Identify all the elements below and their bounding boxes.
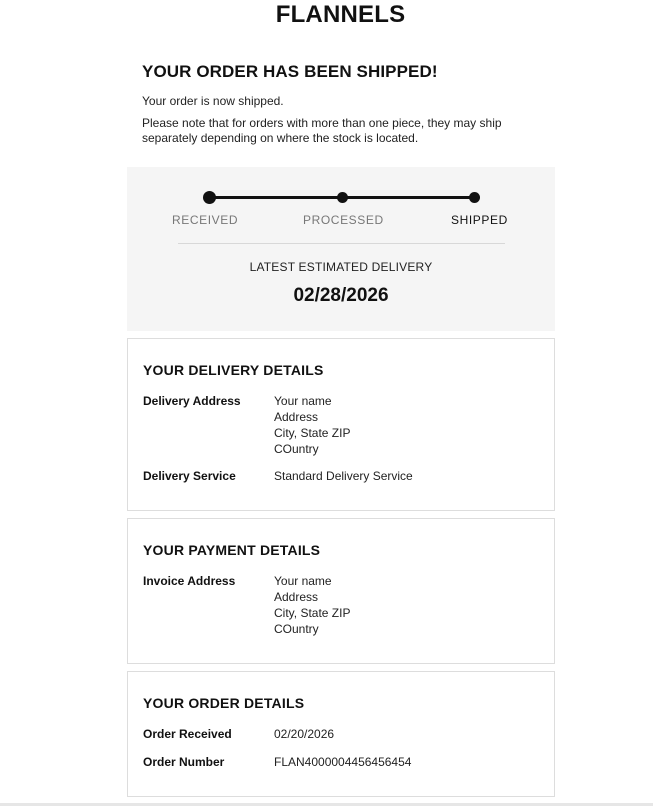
delivery-address-label: Delivery Address bbox=[143, 394, 241, 408]
delivery-address-value bbox=[274, 393, 350, 457]
intro-section bbox=[142, 62, 522, 146]
invoice-address-line: COuntry bbox=[274, 622, 319, 636]
delivery-address-line: City, State ZIP bbox=[274, 426, 351, 440]
estimated-delivery-label: LATEST ESTIMATED DELIVERY bbox=[249, 260, 433, 274]
step-shipped-dot bbox=[469, 192, 480, 203]
delivery-service-value: Standard Delivery Service bbox=[274, 469, 413, 483]
payment-details-title: YOUR PAYMENT DETAILS bbox=[143, 542, 321, 558]
invoice-address-line: Your name bbox=[274, 574, 332, 588]
delivery-details-title: YOUR DELIVERY DETAILS bbox=[143, 362, 324, 378]
step-processed-label: PROCESSED bbox=[303, 213, 384, 227]
delivery-address-line: Address bbox=[274, 410, 319, 424]
order-details-card bbox=[127, 671, 555, 797]
page-title: YOUR ORDER HAS BEEN SHIPPED! bbox=[142, 62, 438, 81]
delivery-address-line: COuntry bbox=[274, 442, 319, 456]
brand-logo: FLANNELS bbox=[275, 1, 406, 28]
order-received-value: 02/20/2026 bbox=[274, 727, 335, 741]
shipped-message: Your order is now shipped. bbox=[142, 94, 284, 108]
delivery-address-line: Your name bbox=[274, 394, 332, 408]
estimated-delivery-date: 02/28/2026 bbox=[293, 285, 389, 306]
invoice-address-value bbox=[274, 573, 350, 637]
invoice-address-line: Address bbox=[274, 590, 319, 604]
status-divider bbox=[178, 243, 505, 244]
order-received-label: Order Received bbox=[143, 727, 232, 741]
delivery-service-label: Delivery Service bbox=[143, 469, 236, 483]
step-received-dot bbox=[203, 191, 216, 204]
order-number-label: Order Number bbox=[143, 755, 225, 769]
step-received-label: RECEIVED bbox=[172, 213, 239, 227]
delivery-details-card bbox=[127, 338, 555, 511]
step-processed-dot bbox=[337, 192, 348, 203]
step-shipped-label: SHIPPED bbox=[451, 213, 508, 227]
order-status-panel bbox=[127, 167, 555, 331]
invoice-address-label: Invoice Address bbox=[143, 574, 236, 588]
order-details-title: YOUR ORDER DETAILS bbox=[143, 695, 305, 711]
payment-details-card bbox=[127, 518, 555, 664]
invoice-address-line: City, State ZIP bbox=[274, 606, 351, 620]
shipping-note: Please note that for orders with more than one piece, they may ship separately depending on where the stock is located. bbox=[142, 116, 502, 145]
order-number-value: FLAN4000004456456454 bbox=[274, 755, 412, 769]
